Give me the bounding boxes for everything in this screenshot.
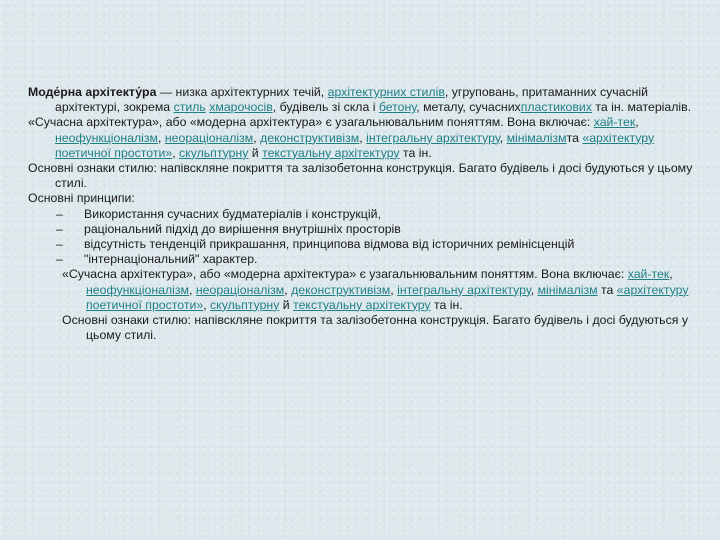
list-item	[28, 207, 708, 222]
text: та ін. матеріалів.	[591, 100, 692, 115]
link-neorationalism[interactable]: неораціоналізм	[195, 282, 285, 297]
link-minimalism[interactable]: мінімалізм	[537, 282, 598, 297]
text: ,	[530, 282, 538, 297]
text: ,	[253, 130, 261, 145]
modern-architecture-paragraph	[28, 115, 708, 161]
text: та ін.	[430, 297, 463, 312]
dash-bullet: –	[56, 206, 63, 221]
dash-bullet: –	[56, 221, 63, 236]
link-concrete[interactable]: бетону	[378, 100, 417, 115]
list-item	[28, 252, 708, 267]
text: ,	[189, 282, 196, 297]
style-features-paragraph-repeat: Основні ознаки стилю: напівскляне покриття та залізобетонна конструкція. Багато будівель і досі будуються у цьому стилі.	[62, 313, 688, 343]
text: та	[566, 130, 583, 145]
link-integral-architecture[interactable]: інтегральну архітектуру	[397, 282, 531, 297]
text: — низка архітектурних течій,	[156, 85, 328, 99]
list-item-text: раціональний підхід до вирішення внутрішніх просторів	[84, 221, 401, 236]
text: , будівель зі скла і	[272, 100, 379, 115]
link-sculptural[interactable]: скульптурну	[179, 145, 249, 160]
style-features-paragraph: Основні ознаки стилю: напівскляне покриття та залізобетонна конструкція. Багато будівель і досі будуються у цьому стилі.	[28, 161, 693, 191]
text: «Сучасна архітектура», або «модерна архітектура» є узагальнювальним поняттям. Вона включає:	[62, 267, 628, 282]
link-deconstructivism[interactable]: деконструктивізм	[291, 282, 391, 297]
modern-architecture-paragraph-repeat	[28, 267, 708, 313]
text: ,	[499, 130, 507, 145]
link-hi-tech[interactable]: хай-тек	[627, 267, 670, 282]
text: ,	[359, 130, 367, 145]
link-poetic-simplicity[interactable]: «архітектуру поетичної простоти»	[55, 130, 655, 160]
link-neorationalism[interactable]: неораціоналізм	[164, 130, 254, 145]
text: й	[279, 297, 294, 312]
text: ,	[284, 282, 292, 297]
text: й	[248, 145, 263, 160]
dash-bullet: –	[56, 252, 63, 267]
link-textual-architecture[interactable]: текстуальну архітектуру	[293, 297, 431, 312]
link-deconstructivism[interactable]: деконструктивізм	[260, 130, 360, 145]
link-textual-architecture[interactable]: текстуальну архітектуру	[262, 145, 400, 160]
slide-content	[28, 85, 708, 343]
list-item	[28, 237, 708, 252]
link-minimalism[interactable]: мінімалізм	[506, 130, 567, 145]
list-item-text: відсутність тенденцій прикрашання, принципова відмова від історичних ремінісценцій	[84, 237, 575, 252]
text: ,	[635, 115, 639, 130]
link-integral-architecture[interactable]: інтегральну архітектуру	[366, 130, 500, 145]
link-style[interactable]: стиль	[173, 100, 206, 115]
term-title: Моде́рна архітекту́ра	[28, 85, 157, 99]
text: та	[597, 282, 617, 297]
link-hi-tech[interactable]: хай-тек	[593, 115, 636, 130]
text: ,	[158, 130, 165, 145]
text: «Сучасна архітектура», або «модерна архітектура» є узагальнювальним поняттям. Вона включає:	[28, 115, 594, 130]
text: , металу, сучасних	[416, 100, 521, 115]
text: ,	[669, 267, 673, 282]
link-neofunctionalism[interactable]: неофункціоналізм	[55, 130, 159, 145]
text: ,	[390, 282, 398, 297]
list-item-text: Використання сучасних будматеріалів і конструкцій,	[84, 206, 381, 221]
text: , угруповань, притаманних сучасній архітектурі, зокрема	[55, 85, 649, 115]
intro-paragraph	[28, 85, 708, 115]
link-architectural-styles[interactable]: архітектурних стилів	[327, 85, 445, 99]
text: ,	[172, 145, 180, 160]
link-neofunctionalism[interactable]: неофункціоналізм	[86, 282, 190, 297]
list-item	[28, 222, 708, 237]
text: ,	[203, 297, 211, 312]
link-sculptural[interactable]: скульптурну	[210, 297, 280, 312]
principles-heading: Основні принципи:	[28, 191, 135, 206]
text: та ін.	[399, 145, 432, 160]
link-skyscrapers[interactable]: хмарочосів	[209, 100, 273, 115]
dash-bullet: –	[56, 237, 63, 252]
link-plastic[interactable]: пластикових	[520, 100, 592, 115]
list-item-text: "інтернаціональний" характер.	[84, 252, 258, 267]
link-poetic-simplicity[interactable]: «архітектуру поетичної простоти»	[86, 282, 689, 312]
